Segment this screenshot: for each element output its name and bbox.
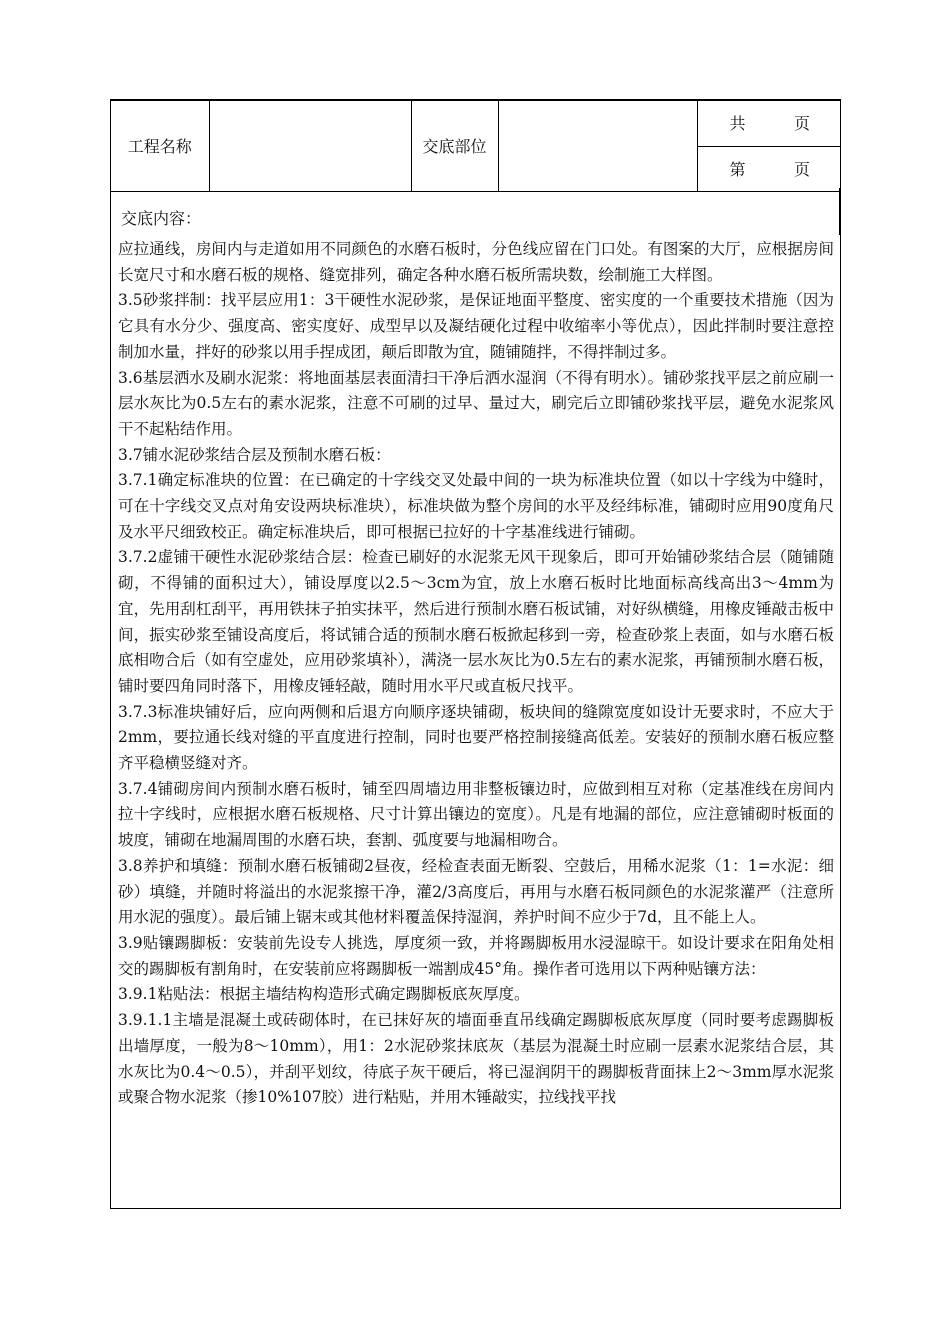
paragraph: 3.7.1确定标准块的位置：在已确定的十字线交叉处最中间的一块为标准块位置（如以十字线为中缝时，可在十字线交叉点对角安设两块标准块），标准块做为整个房间的水平及经纬标准，铺砌时应用90度角尺及水平尺细致校正。确定标准块后，即可根据已拉好的十字基准线进行铺砌。 xyxy=(118,471,834,541)
location-value[interactable] xyxy=(498,100,697,191)
project-name-value[interactable] xyxy=(209,100,411,191)
page-number-suffix: 页 xyxy=(793,160,810,179)
paragraph: 3.8养护和填缝：预制水磨石板铺砌2昼夜，经检查表面无断裂、空鼓后，用稀水泥浆（1：1=水泥：细砂）填缝，并随时将溢出的水泥浆擦干净，灌2/3高度后，再用与水磨石板同颜色的水泥浆灌严（注意所用水泥的强度）。最后铺上锯末或其他材料覆盖保持湿润，养护时间不应少于7d，且不能上人。 xyxy=(118,856,834,927)
paragraph: 3.7铺水泥砂浆结合层及预制水磨石板： xyxy=(118,445,391,464)
disclosure-form xyxy=(110,99,841,1209)
location-label: 交底部位 xyxy=(411,100,498,191)
content-body xyxy=(118,237,834,1111)
side-rule xyxy=(839,188,841,235)
total-pages-cell xyxy=(697,100,840,146)
project-name-label: 工程名称 xyxy=(111,100,209,191)
header-table xyxy=(111,100,840,192)
paragraph: 应拉通线，房间内与走道如用不同颜色的水磨石板时，分色线应留在门口处。有图案的大厅，应根据房间长宽尺寸和水磨石板的规格、缝宽排列，确定各种水磨石板所需块数，绘制施工大样图。 xyxy=(118,240,834,284)
paragraph: 3.5砂浆拌制：找平层应用1：3干硬性水泥砂浆，是保证地面平整度、密实度的一个重要技术措施（因为它具有水分少、强度高、密实度好、成型早以及凝结硬化过程中收缩率小等优点），因此拌制时要注意控制加水量，拌好的砂浆以用手捏成团，颠后即散为宜，随铺随拌，不得拌制过多。 xyxy=(118,291,834,361)
paragraph: 3.9.1粘贴法：根据主墙结构构造形式确定踢脚板底灰厚度。 xyxy=(118,985,530,1004)
page-number-prefix: 第 xyxy=(729,160,746,179)
content-label: 交底内容： xyxy=(121,209,202,228)
page-number-cell xyxy=(697,146,840,191)
paragraph: 3.7.2虚铺干硬性水泥砂浆结合层：检查已刷好的水泥浆无风干现象后，即可开始铺砂浆结合层（随铺随砌，不得铺的面积过大），铺设厚度以2.5～3cm为宜，放上水磨石板时比地面标高线高出3～4mm为宜，先用刮杠刮平，再用铁抹子拍实抹平，然后进行预制水磨石板试铺，对好纵横缝，用橡皮锤敲击板中间，振实砂浆至铺设高度后，将试铺合适的预制水磨石板掀起移到一旁，检查砂浆上表面，如与水磨石板底相吻合后（如有空虚处，应用砂浆填补），满浇一层水灰比为0.5左右的素水泥浆，再铺预制水磨石板，铺时要四角同时落下，用橡皮锤轻敲，随时用水平尺或直板尺找平。 xyxy=(118,548,834,695)
paragraph: 3.9贴镶踢脚板：安装前先设专人挑选，厚度须一致，并将踢脚板用水浸湿晾干。如设计要求在阳角处相交的踢脚板有割角时，在安装前应将踢脚板一端割成45°角。操作者可选用以下两种贴镶方法： xyxy=(118,933,834,978)
paragraph: 3.7.3标准块铺好后，应向两侧和后退方向顺序逐块铺砌，板块间的缝隙宽度如设计无要求时，不应大于2mm，要拉通长线对缝的平直度进行控制，同时也要严格控制接缝高低差。安装好的预制水磨石板应整齐平稳横竖缝对齐。 xyxy=(118,702,834,773)
paragraph: 3.7.4铺砌房间内预制水磨石板时，铺至四周墙边用非整板镶边时，应做到相互对称（定基准线在房间内拉十字线时，应根据水磨石板规格、尺寸计算出镶边的宽度）。凡是有地漏的部位，应注意铺砌时板面的坡度，铺砌在地漏周围的水磨石块，套割、弧度要与地漏相吻合。 xyxy=(118,779,834,850)
paragraph: 3.6基层洒水及刷水泥浆：将地面基层表面清扫干净后洒水湿润（不得有明水）。铺砂浆找平层之前应刷一层水灰比为0.5左右的素水泥浆，注意不可刷的过早、量过大，刷完后立即铺砂浆找平层，避免水泥浆风干不起粘结作用。 xyxy=(118,368,834,438)
total-pages-prefix: 共 xyxy=(729,114,746,134)
total-pages-suffix: 页 xyxy=(793,114,810,134)
paragraph: 3.9.1.1主墙是混凝土或砖砌体时，在已抹好灰的墙面垂直吊线确定踢脚板底灰厚度（同时要考虑踢脚板出墙厚度，一般为8～10mm），用1：2水泥砂浆抹底灰（基层为混凝土时应刷一层素水泥浆结合层，其水灰比为0.4～0.5），并刮平划纹，待底子灰干硬后，将已湿润阴干的踢脚板背面抹上2～3mm厚水泥浆或聚合物水泥浆（掺10%107胶）进行粘贴，并用木锤敲实，拉线找平找 xyxy=(118,1011,834,1107)
